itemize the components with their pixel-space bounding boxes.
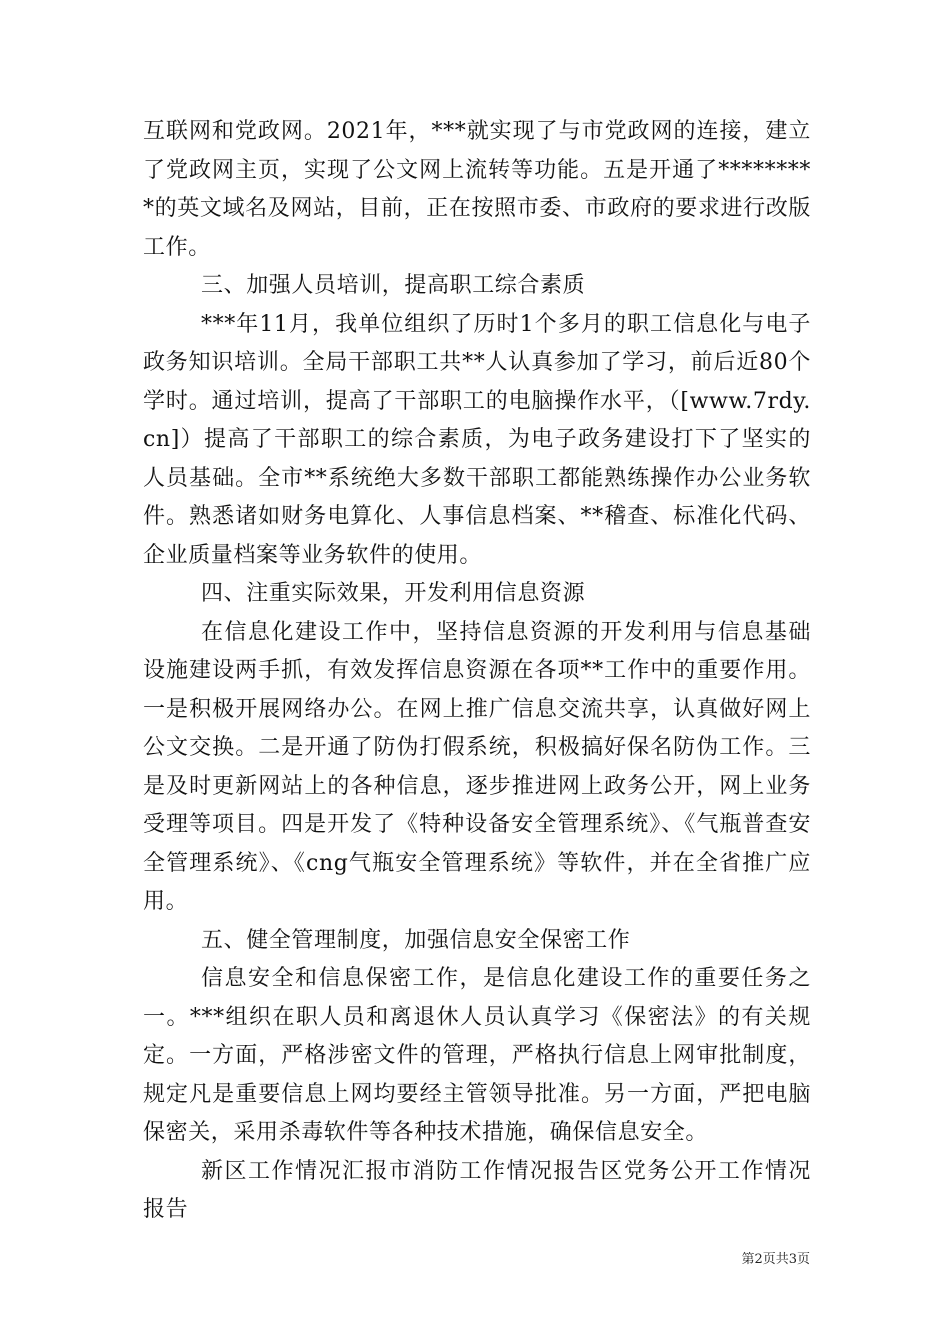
paragraph-security: 信息安全和信息保密工作，是信息化建设工作的重要任务之一。***组织在职人员和离退休人员认真学习《保密法》的有关规定。一方面，严格涉密文件的管理，严格执行信息上网审批制度，规定凡是重要信息上网均要经主管领导批准。另一方面，严把电脑保密关，采用杀毒软件等各种技术措施，确保信息安全。 <box>143 966 811 1145</box>
section-heading-5: 五、健全管理制度，加强信息安全保密工作 <box>201 927 631 953</box>
related-reports-line: 新区工作情况汇报市消防工作情况报告区党务公开工作情况报告 <box>143 1158 811 1222</box>
page-number: 第2页共3页 <box>741 1252 810 1267</box>
section-heading-4: 四、注重实际效果，开发利用信息资源 <box>201 581 586 606</box>
paragraph-resources: 在信息化建设工作中，坚持信息资源的开发利用与信息基础设施建设两手抓，有效发挥信息资源在各项**工作中的重要作用。一是积极开展网络办公。在网上推广信息交流共享，认真做好网上公文交换。二是开通了防伪打假系统，积极搞好保名防伪工作。三是及时更新网站上的各种信息，逐步推进网上政务公开，网上业务受理等项目。四是开发了《特种设备安全管理系统》、《气瓶普查安全管理系统》、《cng气瓶安全管理系统》等软件，并在全省推广应用。 <box>143 619 811 914</box>
paragraph-training: ***年11月，我单位组织了历时1个多月的职工信息化与电子政务知识培训。全局干部职工共**人认真参加了学习，前后近80个学时。通过培训，提高了干部职工的电脑操作水平，（[www.7rdy.cn]）提高了干部职工的综合素质，为电子政务建设打下了坚实的人员基础。全市**系统绝大多数干部职工都能熟练操作办公业务软件。熟悉诸如财务电算化、人事信息档案、**稽查、标准化代码、企业质量档案等业务软件的使用。 <box>143 311 811 568</box>
section-heading-3: 三、加强人员培训，提高职工综合素质 <box>201 273 586 298</box>
paragraph-1: 互联网和党政网。2021年，***就实现了与市党政网的连接，建立了党政网主页，实现了公文网上流转等功能。五是开通了*********的英文域名及网站，目前，正在按照市委、市政府的要求进行改版工作。 <box>143 119 811 260</box>
document-body <box>143 113 811 1230</box>
